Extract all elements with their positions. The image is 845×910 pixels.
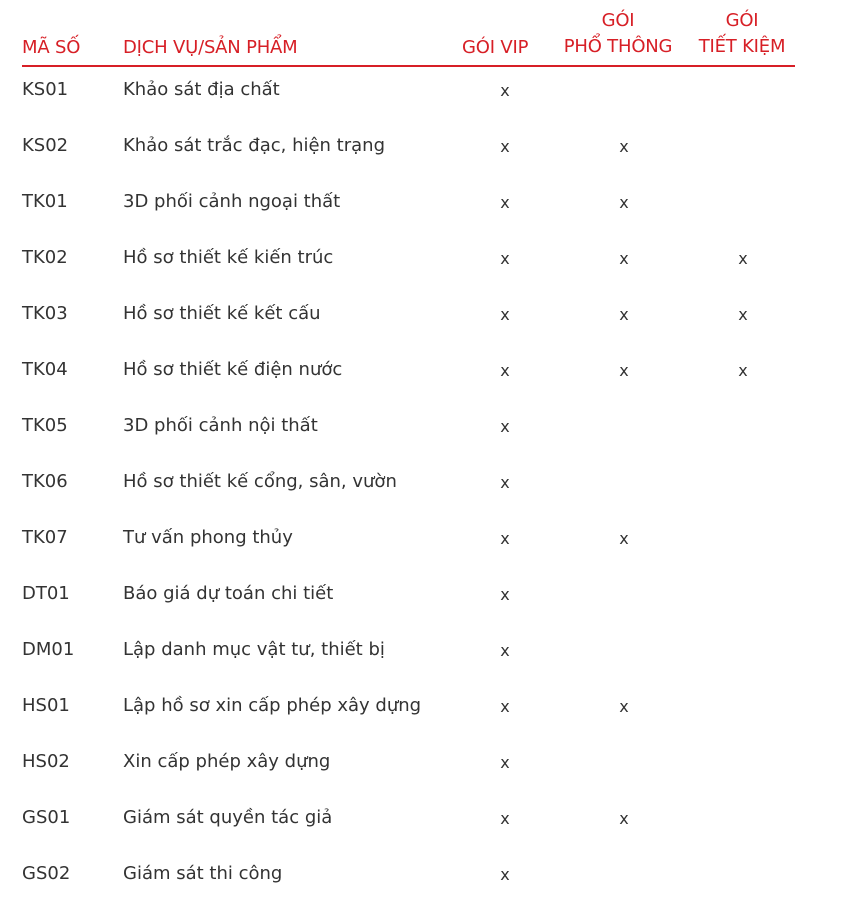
row-code: TK05 [22, 415, 68, 436]
vip-package-mark: x [500, 137, 510, 156]
vip-package-mark: x [500, 529, 510, 548]
vip-package-mark: x [500, 865, 510, 884]
row-service: Hồ sơ thiết kế kiến trúc [123, 247, 334, 268]
table-row [0, 686, 845, 742]
row-service: Lập danh mục vật tư, thiết bị [123, 639, 385, 660]
table-row [0, 462, 845, 518]
vip-package-mark: x [500, 809, 510, 828]
economy-package-mark: x [738, 249, 748, 268]
row-service: Hồ sơ thiết kế kết cấu [123, 303, 321, 324]
column-header-vip-package: GÓI VIP [462, 37, 529, 58]
row-code: KS01 [22, 79, 69, 100]
row-code: TK03 [22, 303, 68, 324]
row-service: Giám sát quyền tác giả [123, 807, 333, 828]
column-header-economy-line-1: GÓI [725, 10, 759, 31]
standard-package-mark: x [619, 361, 629, 380]
table-row [0, 518, 845, 574]
column-header-standard-package [556, 8, 680, 60]
table-row [0, 798, 845, 854]
row-code: TK02 [22, 247, 68, 268]
row-service: Tư vấn phong thủy [123, 527, 293, 548]
vip-package-mark: x [500, 305, 510, 324]
economy-package-mark: x [738, 361, 748, 380]
row-service: Lập hồ sơ xin cấp phép xây dựng [123, 695, 422, 716]
row-code: DM01 [22, 639, 75, 660]
row-code: DT01 [22, 583, 70, 604]
row-code: TK04 [22, 359, 68, 380]
vip-package-mark: x [500, 417, 510, 436]
row-service: Hồ sơ thiết kế điện nước [123, 359, 343, 380]
vip-package-mark: x [500, 249, 510, 268]
table-header [0, 0, 845, 66]
standard-package-mark: x [619, 249, 629, 268]
row-service: Xin cấp phép xây dựng [123, 751, 331, 772]
standard-package-mark: x [619, 697, 629, 716]
column-header-standard-line-1: GÓI [601, 10, 635, 31]
row-code: GS02 [22, 863, 71, 884]
column-header-standard-line-2: PHỔ THÔNG [563, 36, 673, 57]
row-service: 3D phối cảnh ngoại thất [123, 191, 341, 212]
row-service: 3D phối cảnh nội thất [123, 415, 318, 436]
table-row [0, 238, 845, 294]
standard-package-mark: x [619, 137, 629, 156]
table-body [0, 70, 845, 910]
vip-package-mark: x [500, 585, 510, 604]
column-header-economy-package [687, 8, 797, 60]
row-code: GS01 [22, 807, 71, 828]
vip-package-mark: x [500, 641, 510, 660]
economy-package-mark: x [738, 305, 748, 324]
table-row [0, 574, 845, 630]
row-service: Khảo sát địa chất [123, 79, 280, 100]
row-service: Khảo sát trắc đạc, hiện trạng [123, 135, 386, 156]
row-code: KS02 [22, 135, 69, 156]
table-row [0, 406, 845, 462]
header-divider [22, 65, 795, 67]
standard-package-mark: x [619, 193, 629, 212]
row-code: HS02 [22, 751, 70, 772]
table-row [0, 126, 845, 182]
row-code: HS01 [22, 695, 70, 716]
table-row [0, 630, 845, 686]
column-header-code: MÃ SỐ [22, 37, 81, 58]
vip-package-mark: x [500, 193, 510, 212]
column-header-service: DỊCH VỤ/SẢN PHẨM [123, 37, 298, 58]
table-row [0, 182, 845, 238]
table-row [0, 70, 845, 126]
row-service: Giám sát thi công [123, 863, 283, 884]
vip-package-mark: x [500, 81, 510, 100]
standard-package-mark: x [619, 529, 629, 548]
row-code: TK06 [22, 471, 68, 492]
row-service: Báo giá dự toán chi tiết [123, 583, 334, 604]
vip-package-mark: x [500, 697, 510, 716]
column-header-economy-line-2: TIẾT KIỆM [698, 36, 786, 57]
table-row [0, 294, 845, 350]
standard-package-mark: x [619, 809, 629, 828]
table-row [0, 854, 845, 910]
row-service: Hồ sơ thiết kế cổng, sân, vườn [123, 471, 397, 492]
vip-package-mark: x [500, 753, 510, 772]
vip-package-mark: x [500, 361, 510, 380]
table-row [0, 350, 845, 406]
table-row [0, 742, 845, 798]
standard-package-mark: x [619, 305, 629, 324]
vip-package-mark: x [500, 473, 510, 492]
row-code: TK07 [22, 527, 68, 548]
row-code: TK01 [22, 191, 68, 212]
